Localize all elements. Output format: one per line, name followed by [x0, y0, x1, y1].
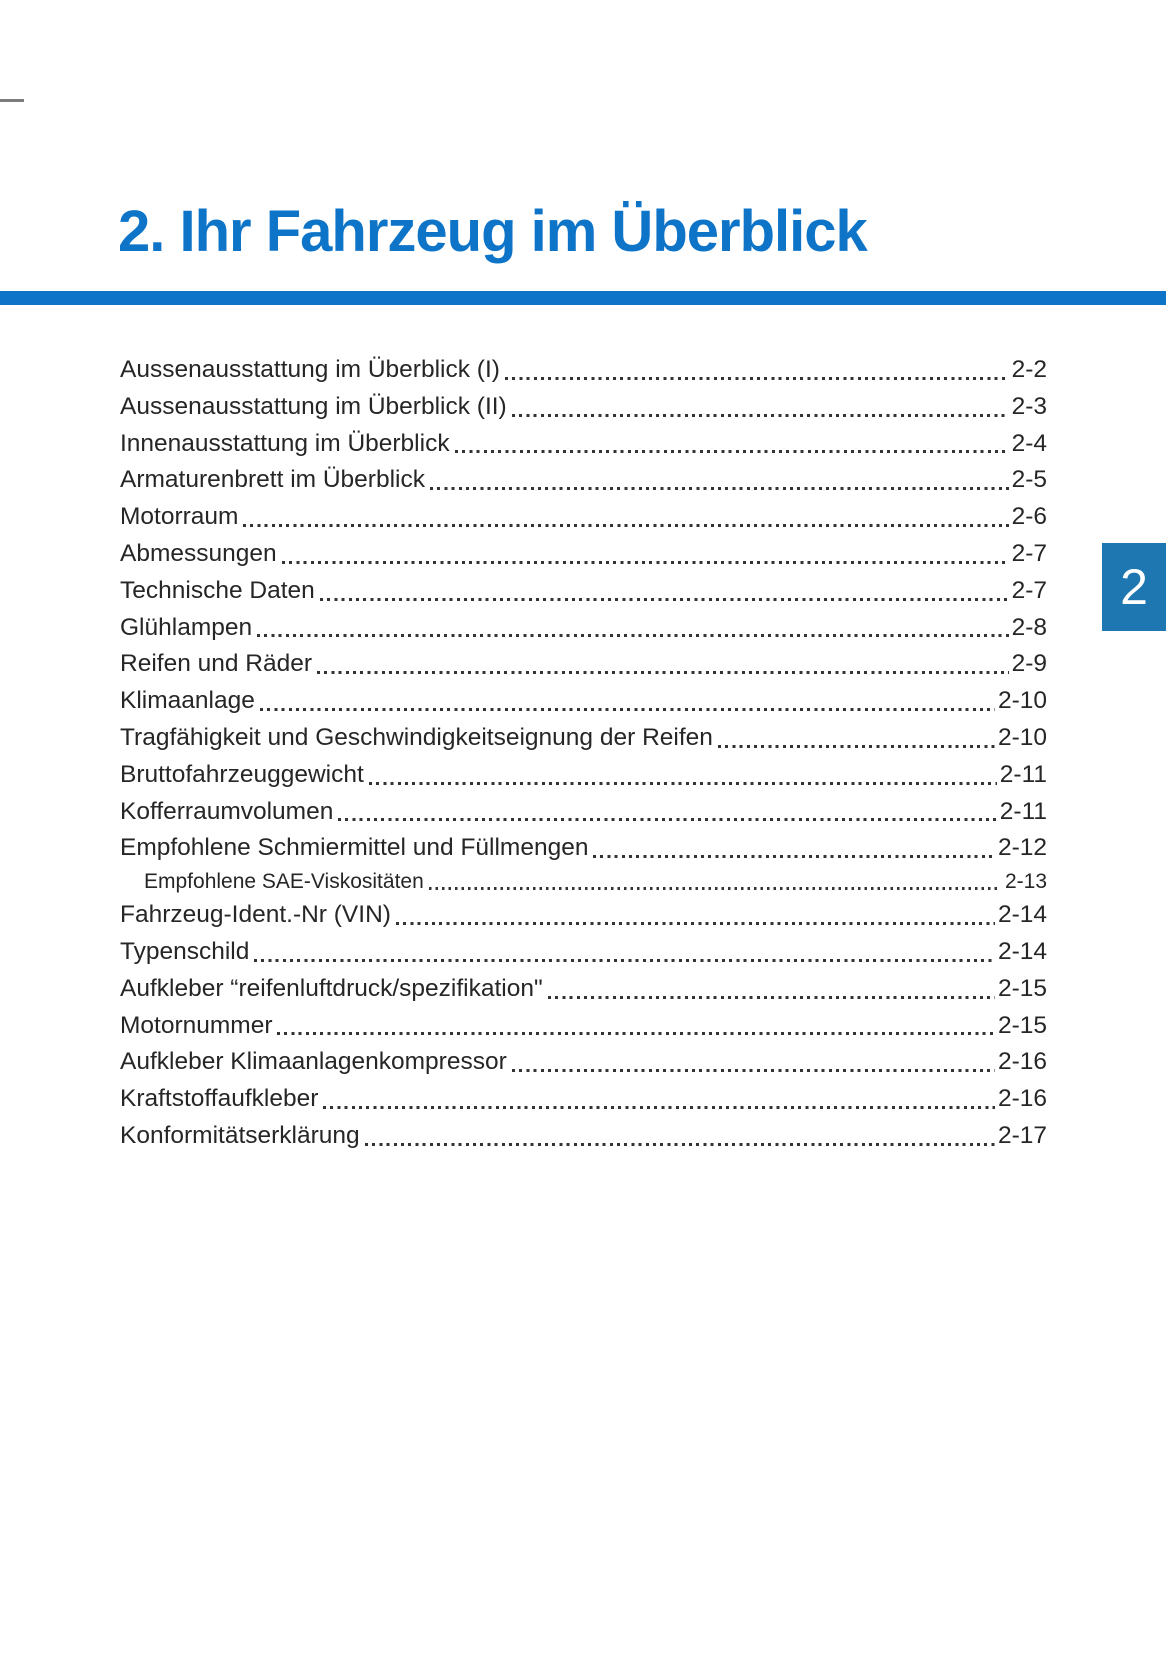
page-title: 2. Ihr Fahrzeug im Überblick — [118, 199, 867, 264]
toc-entry-page: 2-8 — [1011, 613, 1047, 641]
toc-dotted-leader — [254, 934, 995, 971]
toc-entry — [120, 683, 1047, 720]
toc-entry-label: Motornummer — [120, 1011, 273, 1039]
toc-entry-label: Aussenausstattung im Überblick (II) — [120, 392, 507, 420]
toc-entry — [120, 610, 1047, 647]
toc-entry-label: Aufkleber “reifenluftdruck/spezifikation" — [120, 974, 543, 1002]
toc-entry-label: Klimaanlage — [120, 687, 255, 715]
toc-dotted-leader — [548, 971, 995, 1008]
toc-entry-page: 2-10 — [997, 687, 1047, 715]
toc-entry — [120, 867, 1047, 897]
toc-entry — [120, 462, 1047, 499]
toc-entry-label: Kofferraumvolumen — [120, 797, 334, 825]
title-divider-bar — [0, 291, 1166, 305]
toc-entry — [120, 1008, 1047, 1045]
toc-entry — [120, 1118, 1047, 1155]
toc-entry-label: Aussenausstattung im Überblick (I) — [120, 356, 500, 383]
toc-dotted-leader — [257, 610, 1008, 647]
toc-dotted-leader — [317, 646, 1009, 683]
toc-entry-label: Fahrzeug-Ident.-Nr (VIN) — [120, 901, 391, 929]
toc-dotted-leader — [277, 1008, 994, 1045]
crop-mark-dash — [0, 99, 24, 102]
toc-entry — [120, 830, 1047, 867]
toc-entry — [120, 794, 1047, 831]
toc-dotted-leader — [430, 462, 1009, 499]
toc-entry-label: Reifen und Räder — [120, 650, 313, 678]
toc-entry — [120, 1044, 1047, 1081]
toc-entry-page: 2-7 — [1011, 576, 1047, 604]
toc-entry-label: Empfohlene SAE-Viskositäten — [144, 870, 424, 894]
toc-entry-page: 2-15 — [997, 974, 1047, 1002]
chapter-tab — [1102, 543, 1166, 631]
toc-entry — [120, 352, 1047, 389]
toc-entry — [120, 389, 1047, 426]
toc-entry-label: Typenschild — [120, 937, 250, 965]
toc-entry — [120, 573, 1047, 610]
toc-entry-page: 2-5 — [1011, 466, 1047, 494]
toc-entry-label: Aufkleber Klimaanlagenkompressor — [120, 1048, 507, 1076]
toc-entry-label: Technische Daten — [120, 576, 315, 604]
toc-entry-label: Bruttofahrzeuggewicht — [120, 760, 364, 788]
toc-dotted-leader — [512, 1044, 995, 1081]
toc-entry-label: Empfohlene Schmiermittel und Füllmengen — [120, 834, 589, 862]
toc-entry-label: Glühlampen — [120, 613, 253, 641]
toc-entry — [120, 720, 1047, 757]
toc-entry-page: 2-17 — [997, 1121, 1047, 1149]
toc-entry-page: 2-6 — [1011, 503, 1047, 531]
toc-entry-label: Abmessungen — [120, 539, 277, 567]
toc-entry-page: 2-3 — [1011, 392, 1047, 420]
toc-dotted-leader — [505, 352, 1009, 389]
toc-entry — [120, 971, 1047, 1008]
toc-entry — [120, 426, 1047, 463]
toc-entry-page: 2-2 — [1011, 356, 1047, 383]
toc-dotted-leader — [429, 867, 998, 897]
toc-entry-page: 2-16 — [997, 1048, 1047, 1076]
toc-entry-page: 2-13 — [1004, 870, 1047, 894]
toc-dotted-leader — [320, 573, 1009, 610]
toc-entry-page: 2-11 — [999, 760, 1047, 788]
toc-entry — [120, 646, 1047, 683]
toc-dotted-leader — [718, 720, 995, 757]
toc-dotted-leader — [369, 757, 997, 794]
toc-entry-page: 2-16 — [997, 1085, 1047, 1113]
toc-dotted-leader — [396, 897, 995, 934]
toc-dotted-leader — [512, 389, 1009, 426]
toc-entry-page: 2-12 — [997, 834, 1047, 862]
toc-entry-label: Armaturenbrett im Überblick — [120, 466, 425, 494]
toc-entry — [120, 536, 1047, 573]
toc-entry-page: 2-15 — [997, 1011, 1047, 1039]
toc-dotted-leader — [338, 794, 996, 831]
toc-dotted-leader — [243, 499, 1008, 536]
toc-entry-page: 2-14 — [997, 937, 1047, 965]
toc-entry-label: Konformitätserklärung — [120, 1121, 360, 1149]
toc-entry — [120, 1081, 1047, 1118]
toc-entry-label: Kraftstoffaufkleber — [120, 1085, 319, 1113]
toc-entry — [120, 499, 1047, 536]
toc-dotted-leader — [260, 683, 995, 720]
toc-entry — [120, 934, 1047, 971]
toc-entry — [120, 757, 1047, 794]
toc-entry-page: 2-4 — [1011, 429, 1047, 457]
toc-entry-label: Innenausstattung im Überblick — [120, 429, 450, 457]
toc-entry-page: 2-14 — [997, 901, 1047, 929]
toc-entry-page: 2-11 — [999, 797, 1047, 825]
toc-entry — [120, 897, 1047, 934]
toc-dotted-leader — [593, 830, 994, 867]
toc-entry-label: Motorraum — [120, 503, 239, 531]
toc-dotted-leader — [282, 536, 1009, 573]
toc-entry-label: Tragfähigkeit und Geschwindigkeitseignung der Reifen — [120, 723, 713, 751]
toc-dotted-leader — [455, 426, 1009, 463]
toc-dotted-leader — [323, 1081, 995, 1118]
toc-entry-page: 2-9 — [1011, 650, 1047, 678]
toc-entry-page: 2-7 — [1011, 539, 1047, 567]
toc-dotted-leader — [365, 1118, 995, 1155]
toc-entry-page: 2-10 — [997, 723, 1047, 751]
chapter-tab-number: 2 — [1120, 559, 1148, 615]
toc-list — [120, 352, 1047, 1155]
